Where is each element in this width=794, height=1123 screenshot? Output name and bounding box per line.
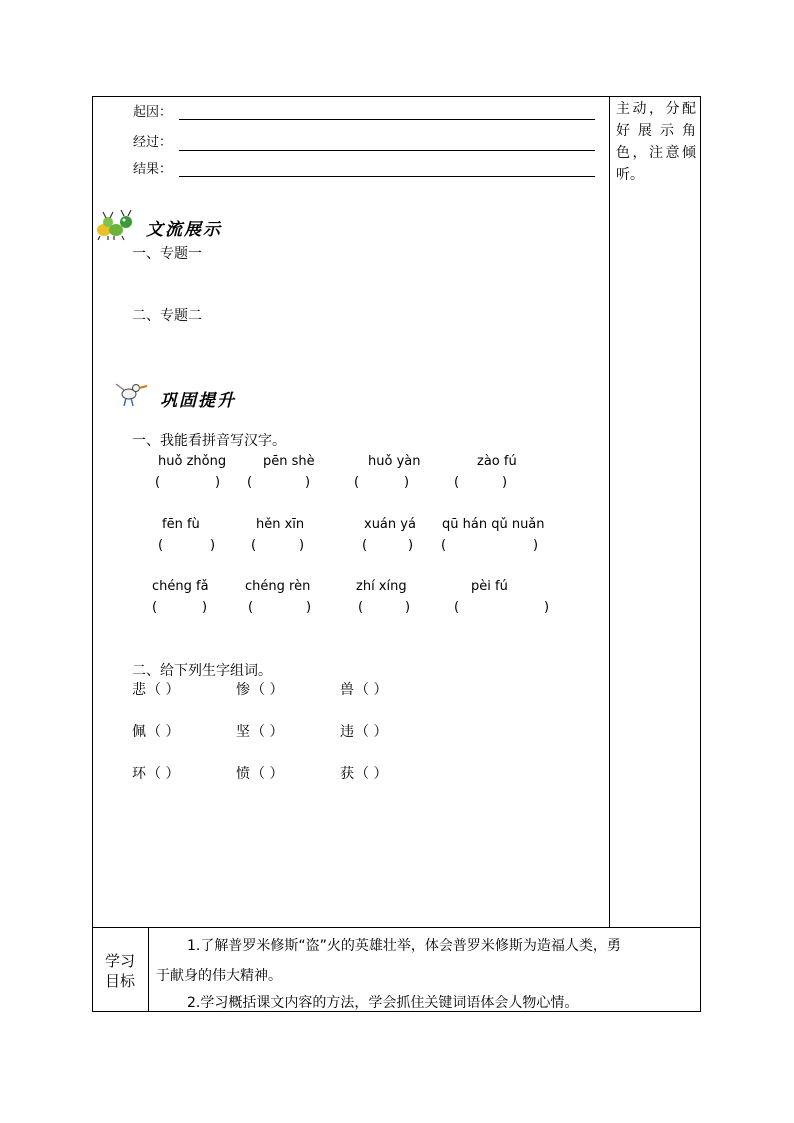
word-blank[interactable]: （ ） [147, 766, 180, 782]
topic-one: 一、专题一 [132, 246, 202, 262]
char-item: 坚 [236, 724, 250, 740]
answer-paren-close: ) [210, 538, 216, 553]
goal-line-2: 于献身的伟大精神。 [156, 968, 282, 984]
answer-paren-open: ( [155, 475, 161, 490]
table-inner-divider [609, 96, 610, 928]
char-item: 惨 [236, 682, 250, 698]
char-item: 兽 [340, 682, 354, 698]
word-blank[interactable]: （ ） [251, 766, 284, 782]
answer-paren-open: ( [358, 600, 364, 615]
char-item: 愤 [236, 766, 250, 782]
pinyin-item: huǒ yàn [368, 454, 421, 469]
word-blank[interactable]: （ ） [355, 766, 388, 782]
word-blank[interactable]: （ ） [251, 724, 284, 740]
question-one: 一、我能看拼音写汉字。 [132, 433, 286, 449]
char-item: 悲 [132, 682, 146, 698]
word-blank[interactable]: （ ） [355, 724, 388, 740]
answer-paren-close: ) [404, 475, 410, 490]
table-goals-label-divider [148, 927, 149, 1012]
answer-paren-open: ( [441, 538, 447, 553]
table-right-border [700, 96, 701, 1012]
table-left-border [92, 96, 93, 1012]
pinyin-item: pēn shè [263, 454, 315, 469]
answer-paren-open: ( [454, 600, 460, 615]
section-share-title: 文流展示 [146, 220, 222, 240]
answer-paren-close: ) [533, 538, 539, 553]
section-consolidate-title: 巩固提升 [160, 391, 236, 411]
answer-paren-open: ( [152, 600, 158, 615]
answer-paren-close: ) [405, 600, 411, 615]
goal-line-1: 1.了解普罗米修斯“盗”火的英雄壮举，体会普罗米修斯为造福人类，勇 [187, 938, 621, 954]
word-blank[interactable]: （ ） [147, 724, 180, 740]
answer-paren-open: ( [251, 538, 257, 553]
answer-paren-open: ( [354, 475, 360, 490]
answer-paren-close: ) [305, 475, 311, 490]
answer-paren-close: ) [202, 600, 208, 615]
pinyin-item: hěn xīn [256, 517, 305, 532]
char-item: 佩 [132, 724, 146, 740]
goal-line-3: 2.学习概括课文内容的方法，学会抓住关键词语体会人物心情。 [187, 995, 579, 1011]
bird-icon [114, 378, 150, 408]
answer-paren-close: ) [408, 538, 414, 553]
topic-two: 二、专题二 [132, 308, 202, 324]
char-item: 环 [132, 766, 146, 782]
pinyin-item: pèi fú [471, 579, 508, 594]
story-process-line[interactable] [179, 150, 595, 151]
question-two: 二、给下列生字组词。 [132, 663, 272, 679]
answer-paren-open: ( [248, 600, 254, 615]
word-blank[interactable]: （ ） [251, 682, 284, 698]
answer-paren-close: ) [502, 475, 508, 490]
pinyin-item: chéng rèn [245, 579, 311, 594]
story-result-line[interactable] [179, 176, 595, 177]
pinyin-item: xuán yá [364, 517, 416, 532]
side-note: 主动，分配好展示角色，注意倾听。 [616, 101, 696, 183]
pinyin-item: fēn fù [162, 517, 200, 532]
answer-paren-close: ) [544, 600, 550, 615]
pinyin-item: huǒ zhǒng [158, 454, 227, 469]
answer-paren-close: ) [215, 475, 221, 490]
answer-paren-open: ( [158, 538, 164, 553]
word-blank[interactable]: （ ） [147, 682, 180, 698]
char-item: 获 [340, 766, 354, 782]
answer-paren-open: ( [247, 475, 253, 490]
story-result-label: 结果： [133, 162, 173, 177]
story-process-label: 经过： [133, 135, 173, 150]
char-item: 违 [340, 724, 354, 740]
goals-label-line1: 学习 [105, 952, 136, 970]
pinyin-item: chéng fǎ [152, 579, 209, 594]
ants-icon [94, 208, 136, 242]
answer-paren-open: ( [454, 475, 460, 490]
pinyin-item: zhí xíng [356, 579, 407, 594]
pinyin-item: zào fú [477, 454, 517, 469]
answer-paren-close: ) [299, 538, 305, 553]
answer-paren-close: ) [306, 600, 312, 615]
word-blank[interactable]: （ ） [355, 682, 388, 698]
story-cause-line[interactable] [179, 119, 595, 120]
pinyin-item: qū hán qǔ nuǎn [442, 517, 545, 532]
table-goals-top-border [92, 927, 701, 928]
story-cause-label: 起因： [133, 105, 173, 120]
goals-label-line2: 目标 [105, 972, 136, 990]
answer-paren-open: ( [362, 538, 368, 553]
